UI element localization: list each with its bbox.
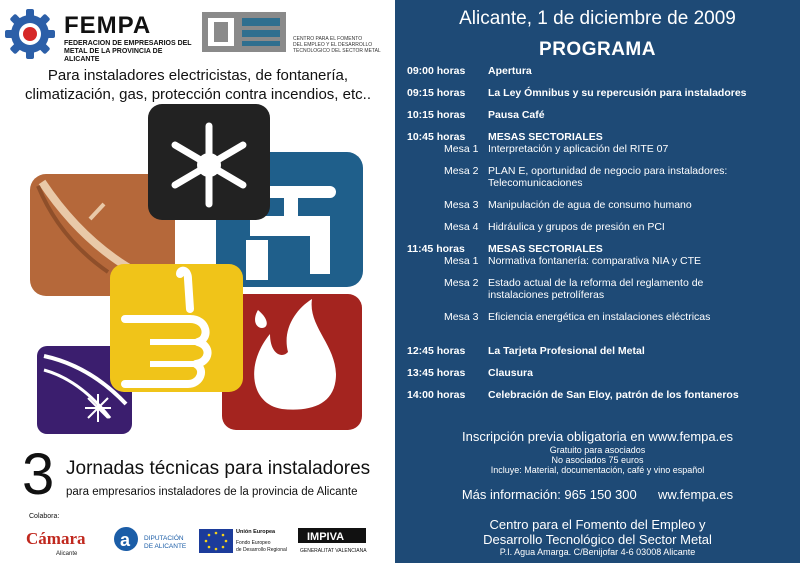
time-1400: 14:00 horas <box>407 389 466 401</box>
item-tarjeta-profesional: La Tarjeta Profesional del Metal <box>488 345 645 357</box>
centro-line-1: Centro para el Fomento del Empleo y <box>489 517 706 532</box>
mesa-a2-label: Mesa 2 <box>444 165 479 177</box>
left-panel <box>0 0 395 563</box>
fempa-subtitle-line-2: METAL DE LA PROVINCIA DE ALICANTE <box>64 48 163 63</box>
item-apertura: Apertura <box>488 65 532 77</box>
impiva-logo-icon <box>298 528 367 554</box>
eu-line-2: Fondo Europeo <box>236 540 271 546</box>
event-date: Alicante, 1 de diciembre de 2009 <box>459 8 736 29</box>
mesa-a2-text-2: Telecomunicaciones <box>488 177 583 189</box>
impiva-name: IMPIVA <box>307 531 345 543</box>
time-1245: 12:45 horas <box>407 345 466 357</box>
mesa-a4-text: Hidráulica y grupos de presión en PCI <box>488 221 665 233</box>
web-link[interactable]: ww.fempa.es <box>657 487 734 502</box>
item-clausura: Clausura <box>488 367 533 379</box>
item-mesas-sectoriales-1: MESAS SECTORIALES <box>488 131 603 143</box>
mesa-a1-text: Interpretación y aplicación del RITE 07 <box>488 143 669 155</box>
mesa-b1-text: Normativa fontanería: comparativa NIA y CTE <box>488 255 701 267</box>
mesa-b2-text-2: instalaciones petrolíferas <box>488 289 605 301</box>
eu-line-3: de Desarrollo Regional <box>236 547 287 553</box>
centro-subtitle <box>293 36 393 54</box>
program-panel <box>395 0 800 563</box>
time-1145: 11:45 horas <box>407 243 465 255</box>
time-1345: 13:45 horas <box>407 367 466 379</box>
diputacion-line-2: DE ALICANTE <box>144 543 187 550</box>
colabora-label: Colabora: <box>29 513 60 520</box>
time-1015: 10:15 horas <box>407 109 466 121</box>
eu-flag-logo-icon <box>199 529 287 553</box>
mesa-a2-text-1: PLAN E, oportunidad de negocio para instaladores: <box>488 165 728 177</box>
centro-line-2: Desarrollo Tecnológico del Sector Metal <box>483 532 712 547</box>
snowflake-tile-icon <box>148 104 270 220</box>
item-mesas-sectoriales-2: MESAS SECTORIALES <box>488 243 603 255</box>
inscripcion-text: Inscripción previa obligatoria en www.fempa.es <box>462 429 733 444</box>
no-asociados-text: No asociados 75 euros <box>551 455 644 465</box>
mesa-b3-text: Eficiencia energética en instalaciones eléctricas <box>488 311 711 323</box>
centro-subtitle-line-2: DEL EMPLEO Y EL DESARROLLO <box>293 42 373 48</box>
svg-text:a: a <box>120 530 131 550</box>
jornadas-subtitle: para empresarios instaladores de la provincia de Alicante <box>66 486 358 498</box>
camara-name: Cámara <box>26 529 86 548</box>
time-0900: 09:00 horas <box>407 65 466 77</box>
eu-line-1: Unión Europea <box>236 529 276 535</box>
time-0915: 09:15 horas <box>407 87 466 99</box>
diputacion-logo-icon <box>114 527 187 551</box>
mas-info-text: Más información: 965 150 300 <box>461 487 637 502</box>
centro-fomento-logo-icon <box>202 12 286 52</box>
jornadas-title: Jornadas técnicas para instaladores <box>66 458 371 479</box>
fempa-subtitle-line-1: FEDERACION DE EMPRESARIOS DEL <box>64 40 192 47</box>
mesa-b1-label: Mesa 1 <box>444 255 479 267</box>
mesa-a3-text: Manipulación de agua de consumo humano <box>488 199 692 211</box>
mesa-b3-label: Mesa 3 <box>444 311 479 323</box>
gratuito-text: Gratuito para asociados <box>549 445 646 455</box>
fempa-gear-logo-icon <box>4 8 56 60</box>
mesa-a4-label: Mesa 4 <box>444 221 479 233</box>
impiva-subtitle: GENERALITAT VALENCIANA <box>300 548 367 554</box>
program-title: PROGRAMA <box>539 39 656 60</box>
audience-line-1: Para instaladores electricistas, de fontanería, <box>47 67 349 84</box>
fempa-subtitle <box>64 40 194 64</box>
sponsor-logos <box>26 524 371 558</box>
mesa-a3-label: Mesa 3 <box>444 199 479 211</box>
installations-illustration <box>30 104 375 434</box>
time-1045: 10:45 horas <box>407 131 466 143</box>
centro-subtitle-line-1: CENTRO PARA EL FOMENTO <box>293 36 363 42</box>
camara-logo-icon <box>26 529 86 557</box>
mesa-b2-label: Mesa 2 <box>444 277 479 289</box>
camara-city: Alicante <box>56 551 78 557</box>
address-text: P.I. Agua Amarga. C/Benijofar 4-6 03008 Alicante <box>499 547 696 557</box>
hand-tile-icon <box>110 264 243 392</box>
item-san-eloy: Celebración de San Eloy, patrón de los fontaneros <box>488 389 739 401</box>
diputacion-line-1: DIPUTACIÓN <box>144 535 184 542</box>
jornadas-number: 3 <box>22 442 55 507</box>
audience-text <box>6 66 390 104</box>
centro-subtitle-line-3: TECNOLOGICO DEL SECTOR METAL <box>293 48 381 54</box>
fempa-name: FEMPA <box>64 12 152 39</box>
mesa-b2-text-1: Estado actual de la reforma del reglamento de <box>488 277 704 289</box>
mesa-a1-label: Mesa 1 <box>444 143 479 155</box>
incluye-text: Incluye: Material, documentación, café y vino español <box>490 465 705 475</box>
audience-line-2: climatización, gas, protección contra incendios, etc.. <box>24 86 371 103</box>
contact-line <box>395 487 800 502</box>
item-pausa-cafe: Pausa Café <box>488 109 545 121</box>
item-ley-omnibus: La Ley Ómnibus y su repercusión para instaladores <box>488 87 747 99</box>
